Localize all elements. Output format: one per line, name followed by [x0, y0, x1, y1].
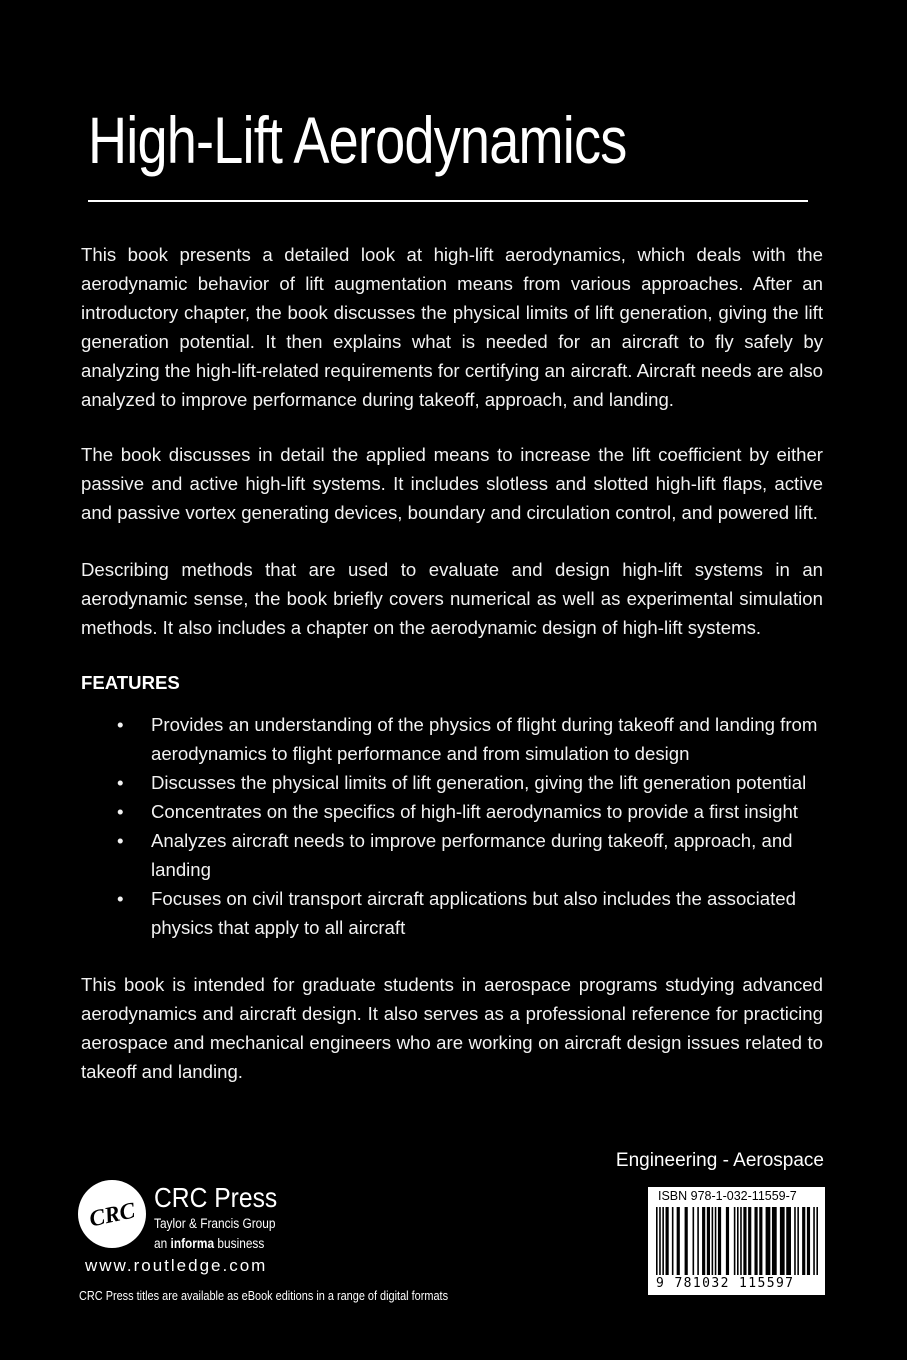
barcode-bar [702, 1207, 705, 1275]
barcode-bar [807, 1207, 810, 1275]
barcode-bar [813, 1207, 815, 1275]
barcode-bars [656, 1207, 818, 1275]
logo-text: CRC [86, 1197, 138, 1232]
publisher-tagline: an informa business [154, 1236, 265, 1251]
barcode-bar [754, 1207, 757, 1275]
barcode-bar [715, 1207, 717, 1275]
barcode-bar [662, 1207, 664, 1275]
feature-item [81, 797, 841, 826]
bullet-icon: • [117, 801, 124, 822]
barcode-bar [797, 1207, 799, 1275]
barcode-bar [712, 1207, 714, 1275]
crc-logo-icon [78, 1180, 146, 1248]
feature-text: Provides an understanding of the physics of flight during takeoff and landing from aerodynamics to flight performance and from simulation to design [151, 714, 818, 764]
barcode-bar [734, 1207, 736, 1275]
feature-text: Concentrates on the specifics of high-lift aerodynamics to provide a first insight [151, 801, 798, 822]
feature-item [81, 884, 841, 942]
barcode-bar [794, 1207, 796, 1275]
publisher-website: www.routledge.com [85, 1256, 268, 1275]
features-list [81, 710, 841, 942]
description-paragraph-4: This book is intended for graduate students in aerospace programs studying advanced aerodynamics and aircraft design. It also serves as a professional reference for practicing aerospace and mechanical engineers who are working on aircraft design issues related to takeoff and landing. [81, 974, 823, 1082]
ebook-footnote: CRC Press titles are available as eBook editions in a range of digital formats [79, 1288, 449, 1303]
barcode-bar [659, 1207, 661, 1275]
bullet-icon: • [117, 714, 124, 735]
barcode-bar [766, 1207, 771, 1275]
publisher-group: Taylor & Francis Group [154, 1216, 276, 1231]
feature-item [81, 710, 841, 768]
barcode-bar [748, 1207, 751, 1275]
publisher-name: CRC Press [154, 1182, 278, 1213]
barcode-bar [743, 1207, 746, 1275]
description-paragraph-3: Describing methods that are used to evaluate and design high-lift systems in an aerodynamic sense, the book briefly covers numerical as well as experimental simulation methods. It also includes a chapter on the aerodynamic design of high-lift systems. [81, 559, 823, 638]
barcode-bar [759, 1207, 762, 1275]
barcode-bar [677, 1207, 680, 1275]
barcode-bar [718, 1207, 721, 1275]
barcode-bar [726, 1207, 729, 1275]
description-paragraph-1: This book presents a detailed look at high-lift aerodynamics, which deals with the aerodynamic behavior of lift augmentation means from various approaches. After an introductory chapter, the book discusses the physical limits of lift generation, giving the lift generation potential. It then explains what is needed for an aircraft to fly safely by analyzing the high-lift-related requirements for certifying an aircraft. Aircraft needs are also analyzed to improve performance during takeoff, approach, and landing. [81, 244, 823, 410]
barcode-bar [697, 1207, 699, 1275]
barcode-bar [666, 1207, 669, 1275]
barcode-bar [693, 1207, 695, 1275]
description-paragraph-2: The book discusses in detail the applied means to increase the lift coefficient by either passive and active high-lift systems. It includes slotless and slotted high-lift flaps, active and passive vortex generating devices, boundary and circulation control, and powered lift. [81, 444, 823, 523]
bullet-icon: • [117, 830, 124, 851]
barcode-bar [816, 1207, 818, 1275]
barcode-bar [685, 1207, 688, 1275]
subject-category: Engineering - Aerospace [615, 1150, 824, 1171]
feature-item [81, 826, 841, 884]
feature-item [81, 768, 841, 797]
features-heading: FEATURES [81, 672, 180, 693]
barcode-bar [780, 1207, 785, 1275]
barcode-bar [656, 1207, 658, 1275]
bullet-icon: • [117, 772, 124, 793]
bullet-icon: • [117, 888, 124, 909]
barcode-bar [772, 1207, 777, 1275]
isbn-label: ISBN 978-1-032-11559-7 [658, 1189, 797, 1203]
book-title: High-Lift Aerodynamics [88, 103, 627, 177]
barcode-bar [740, 1207, 742, 1275]
barcode-bar [672, 1207, 674, 1275]
barcode-bar [786, 1207, 791, 1275]
feature-text: Analyzes aircraft needs to improve performance during takeoff, approach, and landing [151, 830, 793, 880]
barcode-bar [707, 1207, 710, 1275]
barcode-bar [737, 1207, 739, 1275]
barcode-digits: 9 781032 115597 [656, 1276, 795, 1291]
feature-text: Discusses the physical limits of lift generation, giving the lift generation potential [151, 772, 807, 793]
barcode-bar [802, 1207, 805, 1275]
title-divider [88, 200, 808, 202]
feature-text: Focuses on civil transport aircraft applications but also includes the associated physics that apply to all aircraft [151, 888, 796, 938]
isbn-barcode [648, 1187, 825, 1295]
